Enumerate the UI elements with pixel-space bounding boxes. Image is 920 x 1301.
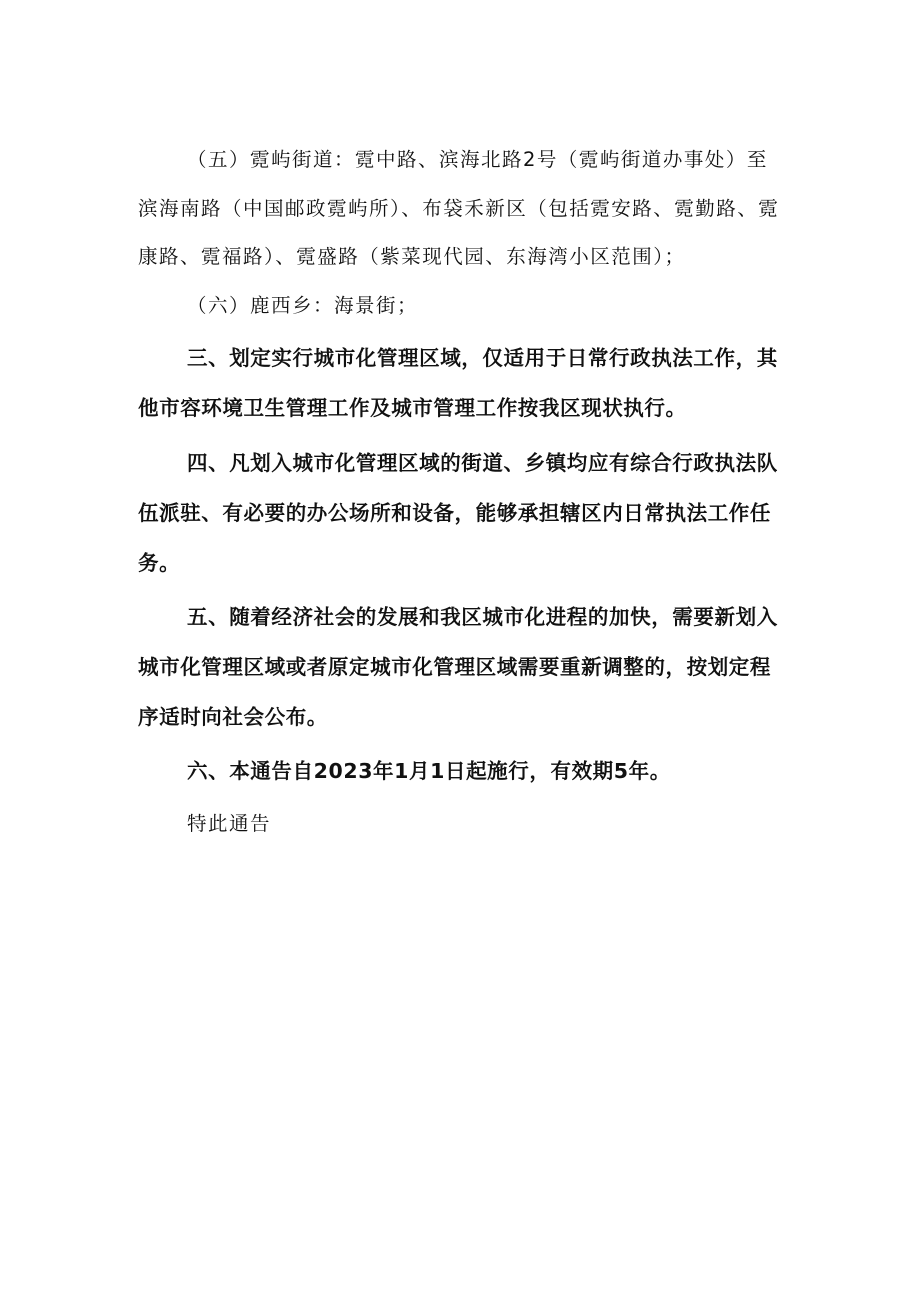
closing-line: 特此通告 — [187, 812, 272, 835]
paragraph-item-6: 六、本通告自2023年1月1日起施行，有效期5年。 — [187, 759, 671, 783]
paragraph-item-5: 五、随着经济社会的发展和我区城市化进程的加快，需要新划入城市化管理区域或者原定城市化管理区域需要重新调整的，按划定程序适时向社会公布。 — [138, 605, 778, 729]
document-body — [138, 136, 788, 868]
paragraph-subitem-5: （五）霓屿街道：霓中路、滨海北路2号（霓屿街道办事处）至滨海南路（中国邮政霓屿所）、布袋禾新区（包括霓安路、霓勤路、霓康路、霓福路）、霓盛路（紫菜现代园、东海湾小区范围）； — [138, 148, 780, 268]
paragraph-subitem-6: （六）鹿西乡：海景街； — [187, 293, 419, 317]
paragraph-item-4: 四、凡划入城市化管理区域的街道、乡镇均应有综合行政执法队伍派驻、有必要的办公场所和设备，能够承担辖区内日常执法工作任务。 — [138, 451, 778, 575]
paragraph-item-3: 三、划定实行城市化管理区域，仅适用于日常行政执法工作，其他市容环境卫生管理工作及城市管理工作按我区现状执行。 — [138, 346, 778, 420]
